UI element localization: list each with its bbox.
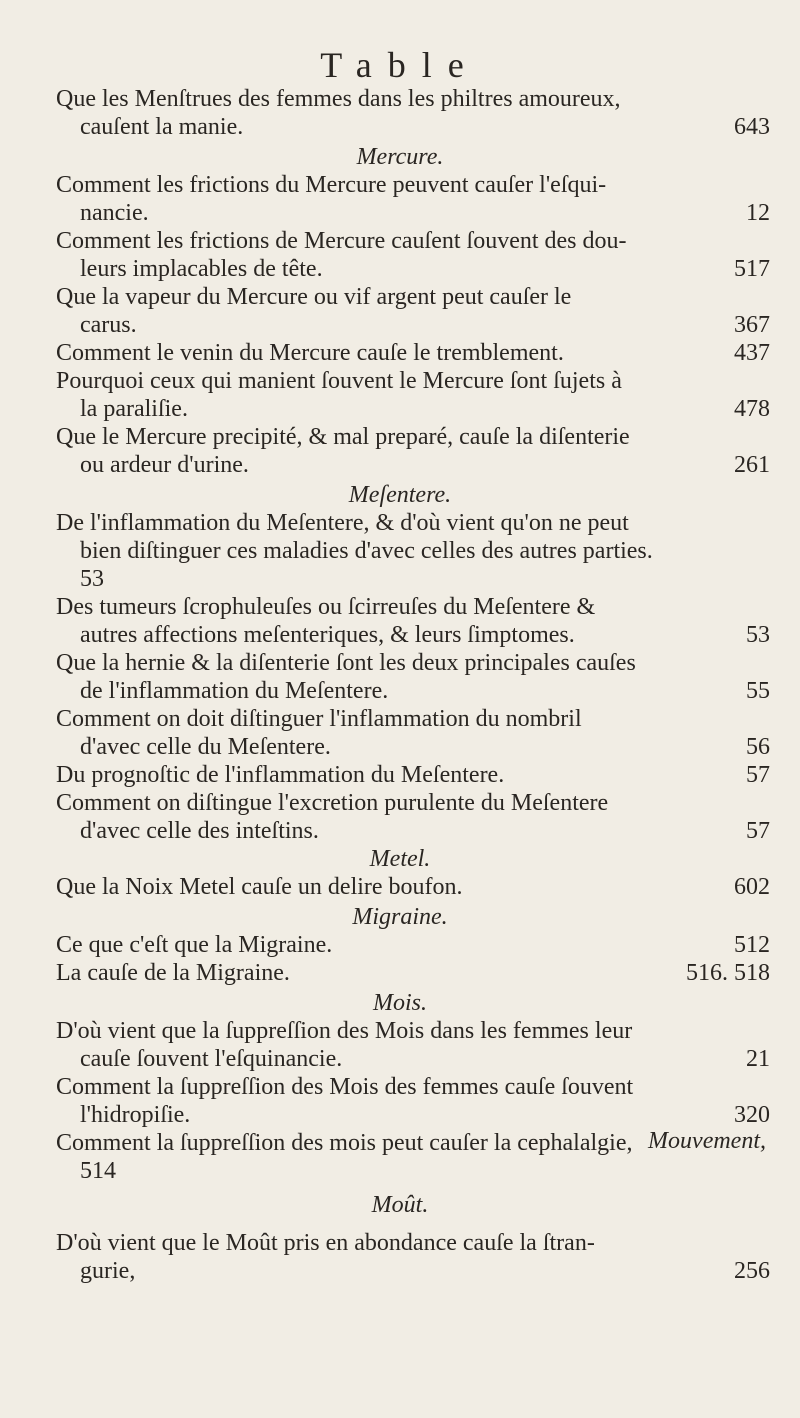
entry-text: 514: [80, 1158, 116, 1184]
page-number: 256: [734, 1258, 770, 1284]
index-line: [0, 110, 800, 144]
entry-text: Ce que c'eſt que la Migraine.: [56, 932, 333, 958]
page-number: 512: [734, 932, 770, 958]
entry-text: l'hidropiſie.: [80, 1102, 191, 1128]
entry-text: Que la Noix Metel cauſe un delire boufon.: [56, 874, 463, 900]
entry-text: La cauſe de la Migraine.: [56, 960, 290, 986]
entry-text: Que la hernie & la diſenterie ſont les deux principales cauſes: [56, 650, 636, 676]
page-number: 516. 518: [686, 960, 770, 986]
entry-text: ou ardeur d'urine.: [80, 452, 249, 478]
entry-text: cauſent la manie.: [80, 114, 244, 140]
entry-text: Que le Mercure precipité, & mal preparé, cauſe la diſenterie: [56, 424, 630, 450]
entry-text: d'avec celle des inteſtins.: [80, 818, 319, 844]
entry-text: bien diſtinguer ces maladies d'avec celles des autres parties.: [80, 538, 653, 564]
index-line: [0, 448, 800, 482]
page-number: 57: [746, 762, 770, 788]
entry-text: De l'inflammation du Meſentere, & d'où vient qu'on ne peut: [56, 510, 629, 536]
entry-text: Des tumeurs ſcrophuleuſes ou ſcirreuſes du Meſentere &: [56, 594, 596, 620]
page-number: 12: [746, 200, 770, 226]
entry-text: Pourquoi ceux qui manient ſouvent le Mercure ſont ſujets à: [56, 368, 622, 394]
page-number: 478: [734, 396, 770, 422]
entry-text: cauſe ſouvent l'eſquinancie.: [80, 1046, 343, 1072]
entry-text: Comment on diſtingue l'excretion purulente du Meſentere: [56, 790, 609, 816]
section-heading: Moût.: [371, 1192, 429, 1218]
section-heading: Metel.: [369, 846, 431, 872]
section-heading: Mercure.: [356, 144, 444, 170]
entry-text: carus.: [80, 312, 137, 338]
page-number: 437: [734, 340, 770, 366]
entry-text: autres affections meſenteriques, & leurs ſimptomes.: [80, 622, 575, 648]
entry-text: d'avec celle du Meſentere.: [80, 734, 331, 760]
page-number: 57: [746, 818, 770, 844]
page-number: 261: [734, 452, 770, 478]
section-heading: Meſentere.: [348, 482, 452, 508]
catchword: Mouvement,: [648, 1128, 766, 1154]
entry-text: Comment les frictions de Mercure cauſent ſouvent des dou-: [56, 228, 627, 254]
entry-text: Que les Menſtrues des femmes dans les philtres amoureux,: [56, 86, 621, 112]
entry-text: Comment le venin du Mercure cauſe le tremblement.: [56, 340, 564, 366]
page-number: 643: [734, 114, 770, 140]
page-title: Table: [320, 45, 480, 85]
page-number: 320: [734, 1102, 770, 1128]
index-line: [0, 956, 800, 990]
page-number: 53: [746, 622, 770, 648]
entry-text: D'où vient que la ſuppreſſion des Mois dans les femmes leur: [56, 1018, 633, 1044]
entry-text: de l'inflammation du Meſentere.: [80, 678, 389, 704]
page-number: 517: [734, 256, 770, 282]
entry-text: Comment les frictions du Mercure peuvent cauſer l'eſqui-: [56, 172, 607, 198]
page-number: 367: [734, 312, 770, 338]
section-heading: Mois.: [373, 990, 427, 1016]
entry-text: nancie.: [80, 200, 149, 226]
entry-text: Que la vapeur du Mercure ou vif argent peut cauſer le: [56, 284, 572, 310]
entry-text: la paraliſie.: [80, 396, 188, 422]
page-number: 55: [746, 678, 770, 704]
entry-text: 53: [80, 566, 104, 592]
entry-text: gurie,: [80, 1258, 136, 1284]
page-number: 21: [746, 1046, 770, 1072]
page-number: 602: [734, 874, 770, 900]
page-number: 56: [746, 734, 770, 760]
index-line: [0, 1154, 800, 1188]
entry-text: leurs implacables de tête.: [80, 256, 323, 282]
entry-text: Du prognoſtic de l'inflammation du Meſentere.: [56, 762, 505, 788]
entry-text: Comment la ſuppreſſion des Mois des femmes cauſe ſouvent: [56, 1074, 634, 1100]
section-heading: Migraine.: [352, 904, 448, 930]
index-line: [0, 1254, 800, 1288]
entry-text: D'où vient que le Moût pris en abondance cauſe la ſtran-: [56, 1230, 595, 1256]
entry-text: Comment la ſuppreſſion des mois peut cauſer la cephalalgie,: [56, 1130, 633, 1156]
index-line: [0, 870, 800, 904]
entry-text: Comment on doit diſtinguer l'inflammation du nombril: [56, 706, 582, 732]
